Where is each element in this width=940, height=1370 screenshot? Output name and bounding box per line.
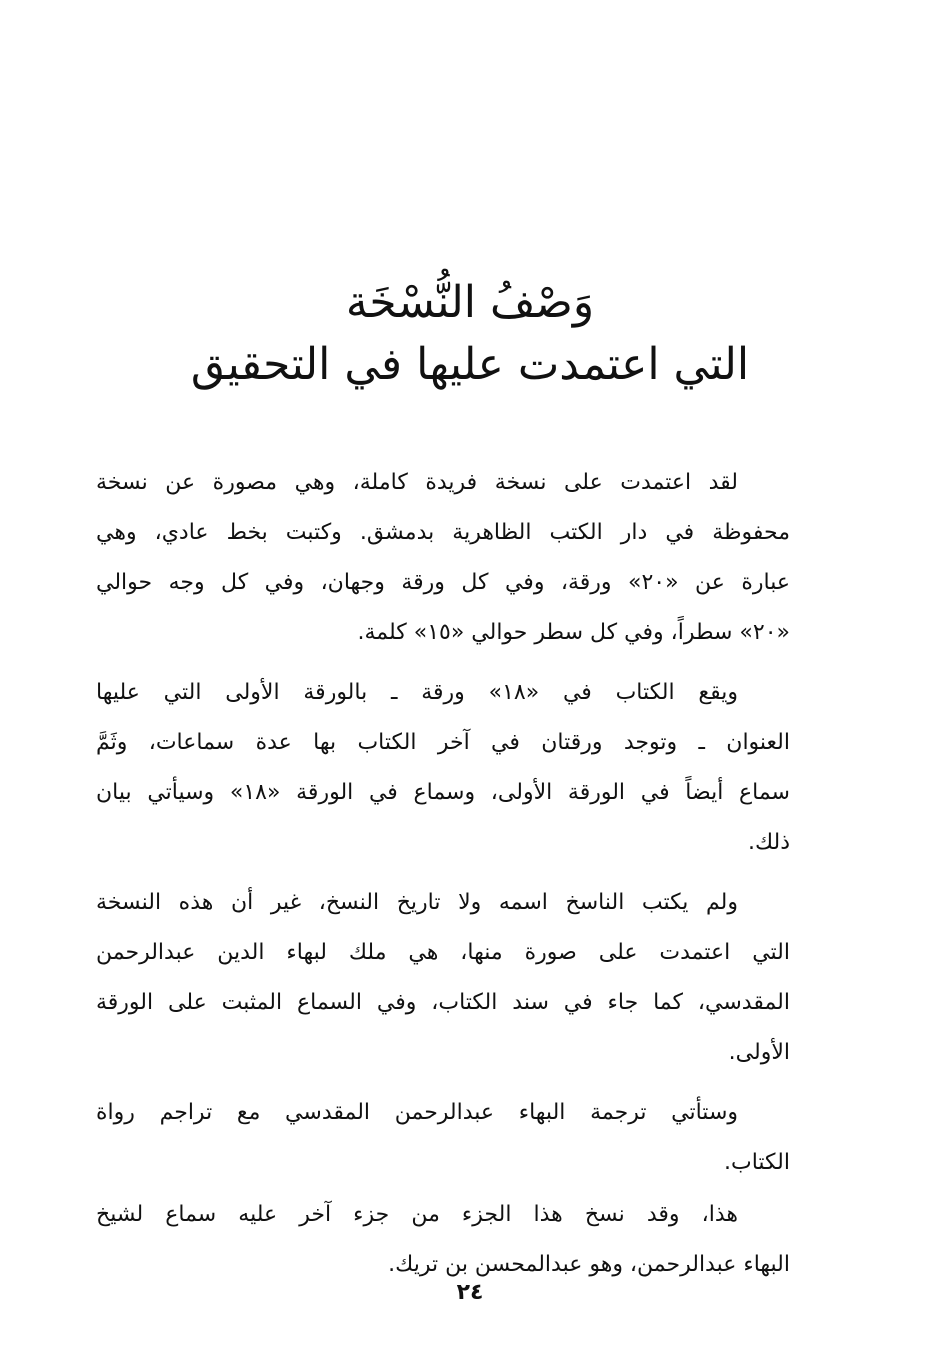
text-line: ذلك. — [747, 830, 790, 855]
paragraph-1 — [96, 458, 790, 658]
text-line: التي اعتمدت على صورة منها، هي ملك لبهاء الدين عبدالرحمن — [96, 940, 790, 965]
text-line: محفوظة في دار الكتب الظاهرية بدمشق. وكتبت بخط عادي، وهي — [96, 520, 790, 545]
paragraph-3 — [96, 878, 790, 1078]
paragraph-5 — [96, 1190, 790, 1290]
paragraph-2 — [96, 668, 790, 868]
paragraph-4 — [96, 1088, 790, 1188]
heading-line-2: التي اعتمدت عليها في التحقيق — [190, 339, 750, 390]
text-line: سماع أيضاً في الورقة الأولى، وسماع في الورقة «١٨» وسيأتي بيان — [96, 780, 790, 805]
text-line: الكتاب. — [723, 1150, 790, 1175]
text-line: العنوان ـ وتوجد ورقتان في آخر الكتاب بها عدة سماعات، وثَمَّ — [96, 730, 790, 755]
text-line: البهاء عبدالرحمن، وهو عبدالمحسن بن تريك. — [388, 1252, 790, 1277]
chapter-heading — [180, 272, 760, 396]
text-line: هذا، وقد نسخ هذا الجزء من جزء آخر عليه سماع لشيخ — [96, 1202, 738, 1227]
page-number: ٢٤ — [456, 1280, 484, 1305]
text-line: عبارة عن «٢٠» ورقة، وفي كل ورقة وجهان، وفي كل وجه حوالي — [96, 570, 790, 595]
text-line: «٢٠» سطراً، وفي كل سطر حوالي «١٥» كلمة. — [357, 620, 790, 645]
text-line: المقدسي، كما جاء في سند الكتاب، وفي السماع المثبت على الورقة — [96, 990, 790, 1015]
text-line: ولم يكتب الناسخ اسمه ولا تاريخ النسخ، غير أن هذه النسخة — [96, 890, 738, 915]
text-line: الأولى. — [728, 1040, 790, 1065]
text-line: لقد اعتمدت على نسخة فريدة كاملة، وهي مصورة عن نسخة — [96, 470, 738, 495]
heading-line-1: وَصْفُ النُّسْخَة — [345, 277, 595, 328]
text-line: ويقع الكتاب في «١٨» ورقة ـ بالورقة الأولى التي عليها — [96, 680, 738, 705]
text-line: وستأتي ترجمة البهاء عبدالرحمن المقدسي مع تراجم رواة — [96, 1100, 738, 1125]
body-text — [96, 458, 790, 1290]
